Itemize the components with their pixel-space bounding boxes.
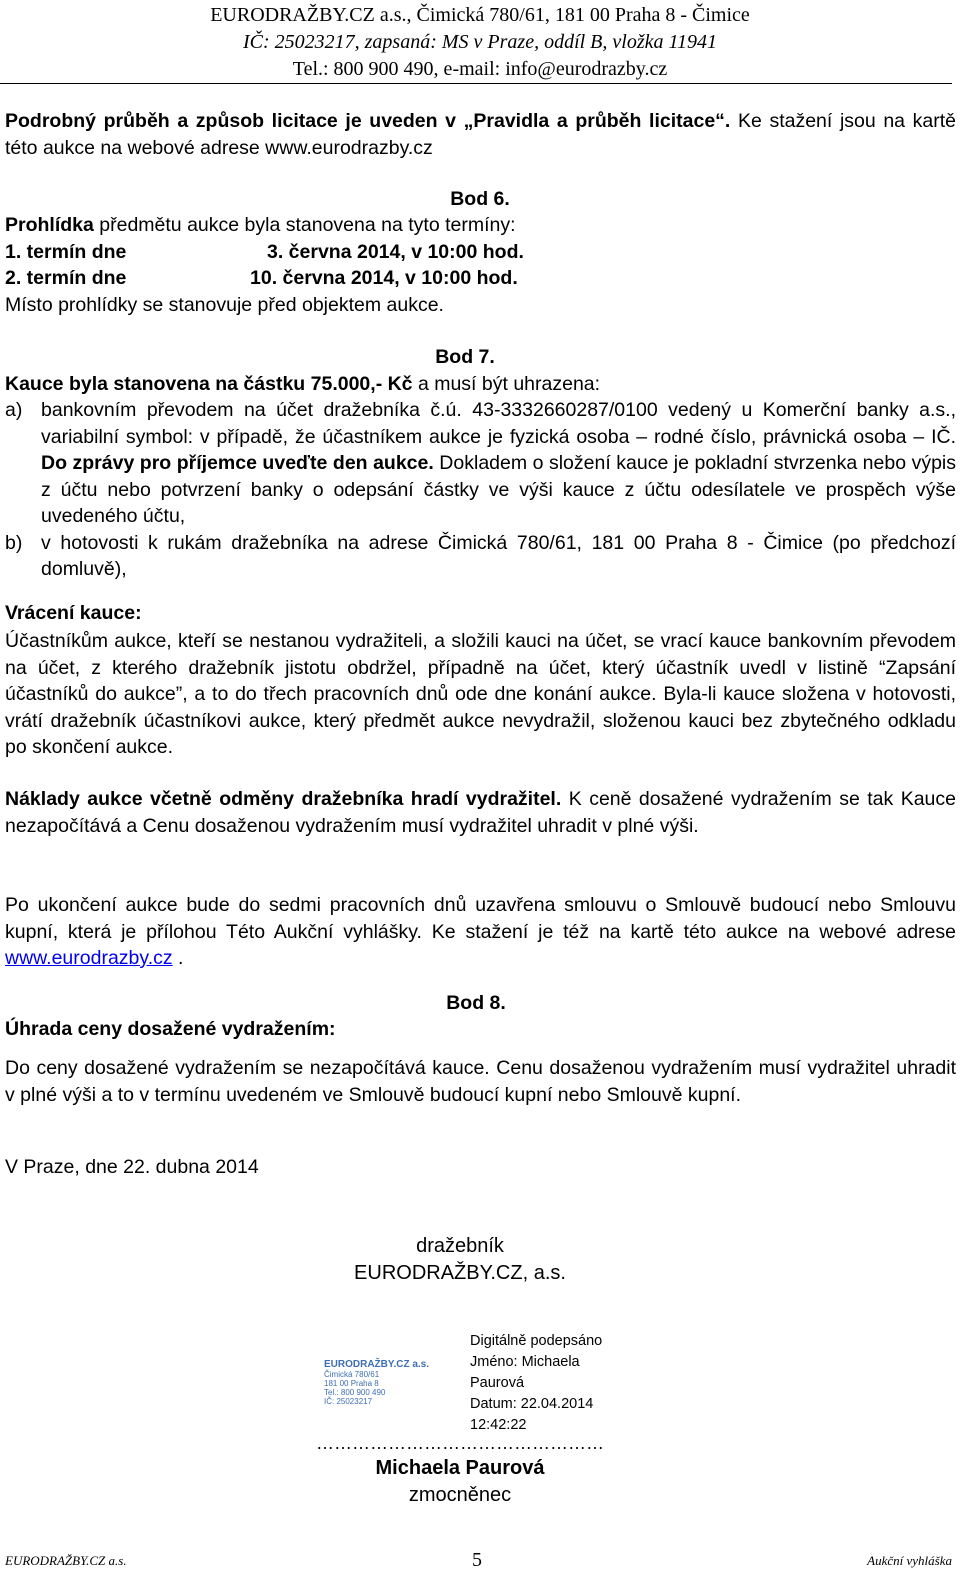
- signature-dots: …………………………………………: [316, 1433, 604, 1453]
- bod7-heading: Bod 7.: [435, 346, 495, 368]
- option-a-text: [41, 397, 956, 530]
- bod6-lead: [5, 212, 956, 239]
- bod6-lead-bold: Prohlídka: [5, 214, 94, 236]
- intro-paragraph: [5, 108, 956, 161]
- option-b-label: b): [5, 531, 23, 554]
- kauce-bold: Kauce byla stanovena na částku 75.000,- Kč: [5, 372, 413, 395]
- term1-value: 3. června 2014, v 10:00 hod.: [267, 240, 524, 263]
- signature-role: dražebník: [416, 1235, 504, 1257]
- signature-name: Michaela Paurová: [375, 1457, 545, 1479]
- intro-rest: Ke stažení jsou na kartě této aukce na webové adrese www.eurodrazby.cz: [5, 110, 957, 159]
- bod8-heading: Bod 8.: [446, 992, 506, 1014]
- eurodrazby-link[interactable]: www.eurodrazby.cz: [5, 947, 173, 969]
- option-a-text-1: bankovním převodem na účet dražebníka č.ú. 43-3332660287/0100 vedený u Komerční banky a.s., variabilní symbol: v případě, že účastníkem aukce je fyzická osoba – rodné číslo, právnická osoba – IČ.: [41, 399, 956, 448]
- term2-label: 2. termín dne: [5, 267, 127, 289]
- page-header: [0, 0, 960, 84]
- digital-signature-info: [470, 1331, 650, 1436]
- svg-text:EURODRAŽBY.CZ a.s.: EURODRAŽBY.CZ a.s.: [324, 1359, 430, 1370]
- vraceni-heading: Vrácení kauce:: [5, 602, 142, 624]
- payment-option-a: [5, 397, 956, 530]
- bod7-kauce: [5, 371, 956, 398]
- svg-text:IČ: 25023217: IČ: 25023217: [324, 1397, 373, 1406]
- naklady-bold: Náklady aukce včetně odměny dražebníka hradí vydražitel.: [5, 788, 562, 810]
- digital-line-2: Jméno: Michaela: [470, 1354, 580, 1370]
- bod6-heading: Bod 6.: [450, 188, 510, 210]
- term1-label: 1. termín dne: [5, 240, 127, 263]
- option-a-label: a): [5, 399, 23, 421]
- digital-line-5: 12:42:22: [470, 1417, 527, 1433]
- bod6-term-1: [5, 239, 956, 266]
- header-registration-line: IČ: 25023217, zapsaná: MS v Praze, oddíl B, vložka 11941: [242, 31, 718, 53]
- date-place: V Praze, dne 22. dubna 2014: [5, 1156, 259, 1178]
- naklady-paragraph: [5, 786, 956, 839]
- digital-line-1: Digitálně podepsáno: [470, 1333, 603, 1349]
- bod6-term-2: [5, 265, 956, 292]
- option-b-text: v hotovosti k rukám dražebníka na adrese Čimická 780/61, 181 00 Praha 8 - Čimice (po předchozí domluvě),: [41, 531, 956, 580]
- bod6-lead-rest: předmětu aukce byla stanovena na tyto termíny:: [93, 214, 516, 236]
- footer-company: EURODRAŽBY.CZ a.s.: [5, 1553, 127, 1568]
- header-contact-line: Tel.: 800 900 490, e-mail: info@eurodrazby.cz: [292, 58, 668, 80]
- naklady-rest: K ceně dosažené vydražením se tak Kauce nezapočítává a Cenu dosaženou vydražením musí vydražitel uhradit v plné výši.: [5, 788, 956, 837]
- header-divider: [0, 83, 952, 84]
- vraceni-text: Účastníkům aukce, kteří se nestanou vydražiteli, a složili kauci na účet, se vrací kauce bankovním převodem na účet, z kterého dražebník jistotu obdržel, případně na účet, který účastník uvedl v listině “Zapsání účastníků do aukce”, a to do třech pracovních dnů ode dne konání aukce. Byla-li kauce složena v hotovosti, vrátí dražebník účastníkovi aukce, který předmět aukce nevydražil, složenou kauci bez zbytečného odkladu po skončení aukce.: [5, 630, 956, 758]
- signature-company: EURODRAŽBY.CZ, a.s.: [354, 1262, 566, 1284]
- option-a-bold: Do zprávy pro příjemce uveďte den aukce.: [41, 452, 434, 474]
- footer-document-title: Aukční vyhláška: [867, 1553, 952, 1568]
- page-number: 5: [472, 1549, 482, 1571]
- bod6-place: Místo prohlídky se stanovuje před objektem aukce.: [5, 293, 444, 316]
- option-a-text-2: Dokladem o složení kauce je pokladní stvrzenka nebo výpis z účtu nebo potvrzení banky o odepsání částky ve výši kauce z účtu odesílatele ve prospěch výše uvedeného účtu,: [41, 452, 956, 527]
- bod8-subheading: Úhrada ceny dosažené vydražením:: [5, 1018, 336, 1040]
- payment-options-list: [5, 397, 956, 583]
- company-stamp: [322, 1357, 430, 1411]
- svg-text:181 00 Praha 8: 181 00 Praha 8: [324, 1379, 379, 1388]
- header-company-line: EURODRAŽBY.CZ a.s., Čimická 780/61, 181 00 Praha 8 - Čimice: [210, 4, 750, 26]
- svg-text:Čimická 780/61: Čimická 780/61: [324, 1370, 380, 1379]
- digital-line-3: Paurová: [470, 1375, 525, 1391]
- ukonceni-paragraph: [5, 892, 956, 972]
- payment-option-b: [5, 530, 956, 583]
- intro-bold: Podrobný průběh a způsob licitace je uveden v „Pravidla a průběh licitace“.: [5, 110, 731, 132]
- signature-title: zmocněnec: [408, 1484, 512, 1506]
- digital-line-4: Datum: 22.04.2014: [470, 1396, 594, 1412]
- svg-text:Tel.: 800 900 490: Tel.: 800 900 490: [324, 1388, 386, 1397]
- kauce-rest: a musí být uhrazena:: [412, 372, 601, 395]
- ukonceni-text: Po ukončení aukce bude do sedmi pracovních dnů uzavřena smlouvu o Smlouvě budoucí nebo Smlouvu kupní, která je přílohou Této Aukční vyhlášky. Ke stažení je též na kartě této aukce na webové adrese: [5, 894, 956, 943]
- term2-value: 10. června 2014, v 10:00 hod.: [250, 267, 518, 289]
- bod8-text: Do ceny dosažené vydražením se nezapočítává kauce. Cenu dosaženou vydražením musí vydražitel uhradit v plné výši a to v termínu uvedeném ve Smlouvě budoucí kupní nebo Smlouvě kupní.: [5, 1057, 956, 1106]
- ukonceni-end: .: [172, 947, 184, 969]
